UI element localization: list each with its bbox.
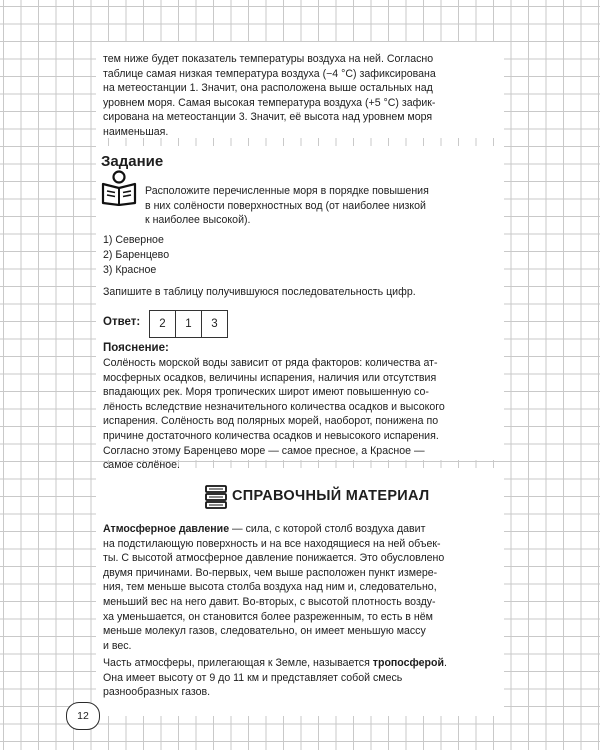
text-line: к наиболее высокой). [145, 214, 251, 227]
text-line: на подстилающую поверхность и на все находящиеся на ней объек- [103, 537, 441, 550]
reading-person-icon [100, 170, 138, 206]
answer-label: Ответ: [103, 316, 141, 328]
text-line: Расположите перечисленные моря в порядке повышения [145, 185, 429, 197]
text-line: впадающих рек. Моря тропических широт имеют повышенную со- [103, 386, 429, 399]
text-line: тем ниже будет показатель температуры воздуха на ней. Согласно [103, 53, 434, 65]
answer-table [150, 310, 228, 338]
text-line: испарения. Солёность вод полярных морей, наоборот, понижена по [103, 415, 439, 428]
answer-cell: 3 [201, 310, 228, 338]
answer-cell: 2 [149, 310, 176, 338]
text-span: . [444, 657, 447, 669]
text-line [103, 522, 497, 537]
text-span: Часть атмосферы, прилегающая к Земле, называется [103, 657, 373, 669]
reference-paragraph-2 [103, 656, 497, 700]
text-line: на метеостанции 1. Значит, она расположена выше остальных над [103, 82, 433, 95]
text-line: лёность вследствие незначительного количества осадков и высокого [103, 400, 445, 413]
text-line: Она имеет высоту от 9 до 11 км и представляет собой смесь [103, 671, 403, 684]
text-line: мосферных осадков, величины испарения, наличия или отсутствия [103, 371, 437, 384]
list-item: 3) Красное [103, 264, 157, 276]
text-line: Солёность морской воды зависит от ряда факторов: количества ат- [103, 357, 438, 369]
text-line: таблице самая низкая температура воздуха (−4 °С) зафиксирована [103, 67, 436, 80]
intro-paragraph [103, 52, 497, 140]
text-line: наименьшая. [103, 125, 169, 138]
text-line: уровнем моря. Самая высокая температура воздуха (+5 °С) зафик- [103, 96, 436, 109]
text-line: причине достаточного количества осадков и невысокого испарения. [103, 429, 439, 442]
text-line: меньше молекул газов, следовательно, он имеет меньшую массу [103, 625, 426, 638]
reference-paragraph [103, 522, 497, 653]
text-line: Согласно этому Баренцево море — самое пресное, а Красное — [103, 444, 425, 457]
text-line: сирована на метеостанции 3. Значит, её высота над уровнем моря [103, 111, 433, 124]
text-line: и вес. [103, 639, 132, 652]
list-item: 2) Баренцево [103, 249, 170, 261]
task-instruction: Запишите в таблицу получившуюся последовательность цифр. [103, 286, 416, 298]
text-line: ты. С высотой атмосферное давление понижается. Это обусловлено [103, 552, 445, 565]
answer-cell: 1 [175, 310, 202, 338]
term-bold: Атмосферное давление [103, 523, 230, 535]
term-bold: тропосферой [372, 657, 445, 669]
reference-title: СПРАВОЧНЫЙ МАТЕРИАЛ [232, 488, 430, 504]
text-line: в них солёности поверхностных вод (от наиболее низкой [145, 199, 426, 212]
text-line: двумя причинами. Во-первых, чем выше расположен пункт измере- [103, 566, 438, 579]
task-title: Задание [101, 153, 164, 170]
list-item: 1) Северное [103, 234, 164, 246]
explanation-paragraph [103, 356, 497, 473]
text-line: ния, тем меньше высота столба воздуха над ним и, следовательно, [103, 581, 437, 594]
text-span: — сила, с которой столб воздуха давит [229, 523, 426, 535]
task-prompt [145, 184, 497, 228]
text-line: самое солёное. [103, 459, 180, 472]
books-stack-icon [205, 485, 227, 509]
text-line: меньший вес на него давит. Во-вторых, с высотой плотность возду- [103, 595, 436, 608]
page-number: 12 [66, 702, 100, 730]
explanation-title: Пояснение: [103, 342, 169, 354]
text-line: разнообразных газов. [103, 686, 211, 699]
text-line [103, 656, 497, 671]
text-line: ха уменьшается, он становится более разреженным, то есть в нём [103, 610, 433, 623]
options-list [103, 233, 169, 278]
